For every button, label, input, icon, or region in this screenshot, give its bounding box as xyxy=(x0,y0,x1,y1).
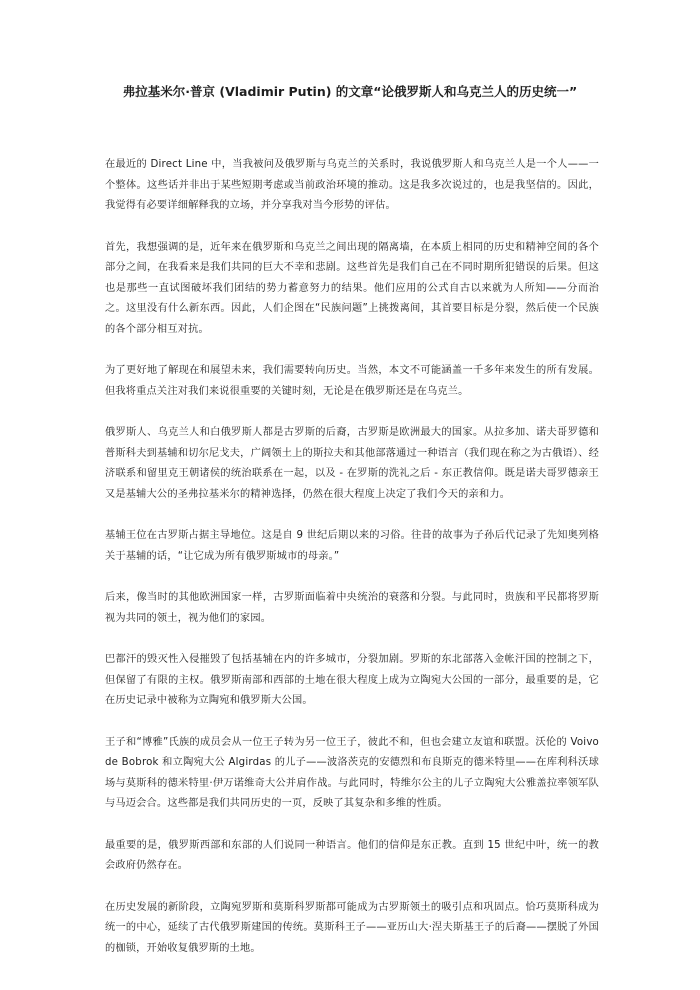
paragraph-4: 俄罗斯人、乌克兰人和白俄罗斯人都是古罗斯的后裔，古罗斯是欧洲最大的国家。从拉多加、诺夫哥罗德和普斯科夫到基辅和切尔尼戈夫，广阔领土上的斯拉夫和其他部落通过一种语言（我们现在称之为古俄语）、经济联系和留里克王朝诸侯的统治联系在一起，以及 - 在罗斯的洗礼之后 - 东正教信仰。既是诺夫哥罗德亲王又是基辅大公的圣弗拉基米尔的精神选择，仍然在很大程度上决定了我们今天的亲和力。 xyxy=(105,427,599,500)
paragraph-3: 为了更好地了解现在和展望未来，我们需要转向历史。当然，本文不可能涵盖一千多年来发生的所有发展。但我将重点关注对我们来说很重要的关键时刻，无论是在俄罗斯还是在乌克兰。 xyxy=(105,365,599,397)
paragraph-9: 最重要的是，俄罗斯西部和东部的人们说同一种语言。他们的信仰是东正教。直到 15 世纪中叶，统一的教会政府仍然存在。 xyxy=(105,839,599,871)
paragraph-5: 基辅王位在古罗斯占据主导地位。这是自 9 世纪后期以来的习俗。往昔的故事为子孙后代记录了先知奥列格关于基辅的话，“让它成为所有俄罗斯城市的母亲。” xyxy=(105,530,599,562)
paragraph-8: 王子和“博雅”氏族的成员会从一位王子转为另一位王子，彼此不和，但也会建立友谊和联盟。沃伦的 Voivode Bobrok 和立陶宛大公 Algirdas 的儿子——波洛茨克的安德烈和布良斯克的德米特里——在库利科沃球场与莫斯科的德米特里·伊万诺维奇大公并肩作战。与此同时，特维尔公主的儿子立陶宛大公雅盖拉率领军队与马迈会合。这些都是我们共同历史的一页，反映了其复杂和多维的性质。 xyxy=(105,736,599,809)
paragraph-7: 巴都汗的毁灭性入侵摧毁了包括基辅在内的许多城市，分裂加剧。罗斯的东北部落入金帐汗国的控制之下，但保留了有限的主权。俄罗斯南部和西部的土地在很大程度上成为立陶宛大公国的一部分，最重要的是，它在历史记录中被称为立陶宛和俄罗斯大公国。 xyxy=(105,654,599,706)
paragraph-1: 在最近的 Direct Line 中，当我被问及俄罗斯与乌克兰的关系时，我说俄罗斯人和乌克兰人是一个人——一个整体。这些话并非出于某些短期考虑或当前政治环境的推动。这是我多次说过的，也是我坚信的。因此，我觉得有必要详细解释我的立场，并分享我对当今形势的评估。 xyxy=(105,159,599,211)
article-body xyxy=(105,155,599,980)
paragraph-2: 首先，我想强调的是，近年来在俄罗斯和乌克兰之间出现的隔离墙，在本质上相同的历史和精神空间的各个部分之间，在我看来是我们共同的巨大不幸和悲剧。这些首先是我们自己在不同时期所犯错误的后果。但这也是那些一直试图破坏我们团结的势力蓄意努力的结果。他们应用的公式自古以来就为人所知——分而治之。这里没有什么新东西。因此，人们企图在“民族问题”上挑拨离间，其首要目标是分裂，然后使一个民族的各个部分相互对抗。 xyxy=(105,241,599,335)
paragraph-10: 在历史发展的新阶段，立陶宛罗斯和莫斯科罗斯都可能成为古罗斯领土的吸引点和巩固点。恰巧莫斯科成为统一的中心，延续了古代俄罗斯建国的传统。莫斯科王子——亚历山大·涅夫斯基王子的后裔——摆脱了外国的枷锁，开始收复俄罗斯的土地。 xyxy=(105,901,599,954)
page-title: 弗拉基米尔·普京 (Vladimir Putin) 的文章“论俄罗斯人和乌克兰人的历史统一” xyxy=(122,84,578,99)
paragraph-6: 后来，像当时的其他欧洲国家一样，古罗斯面临着中央统治的衰落和分裂。与此同时，贵族和平民都将罗斯视为共同的领土，视为他们的家园。 xyxy=(105,592,599,624)
